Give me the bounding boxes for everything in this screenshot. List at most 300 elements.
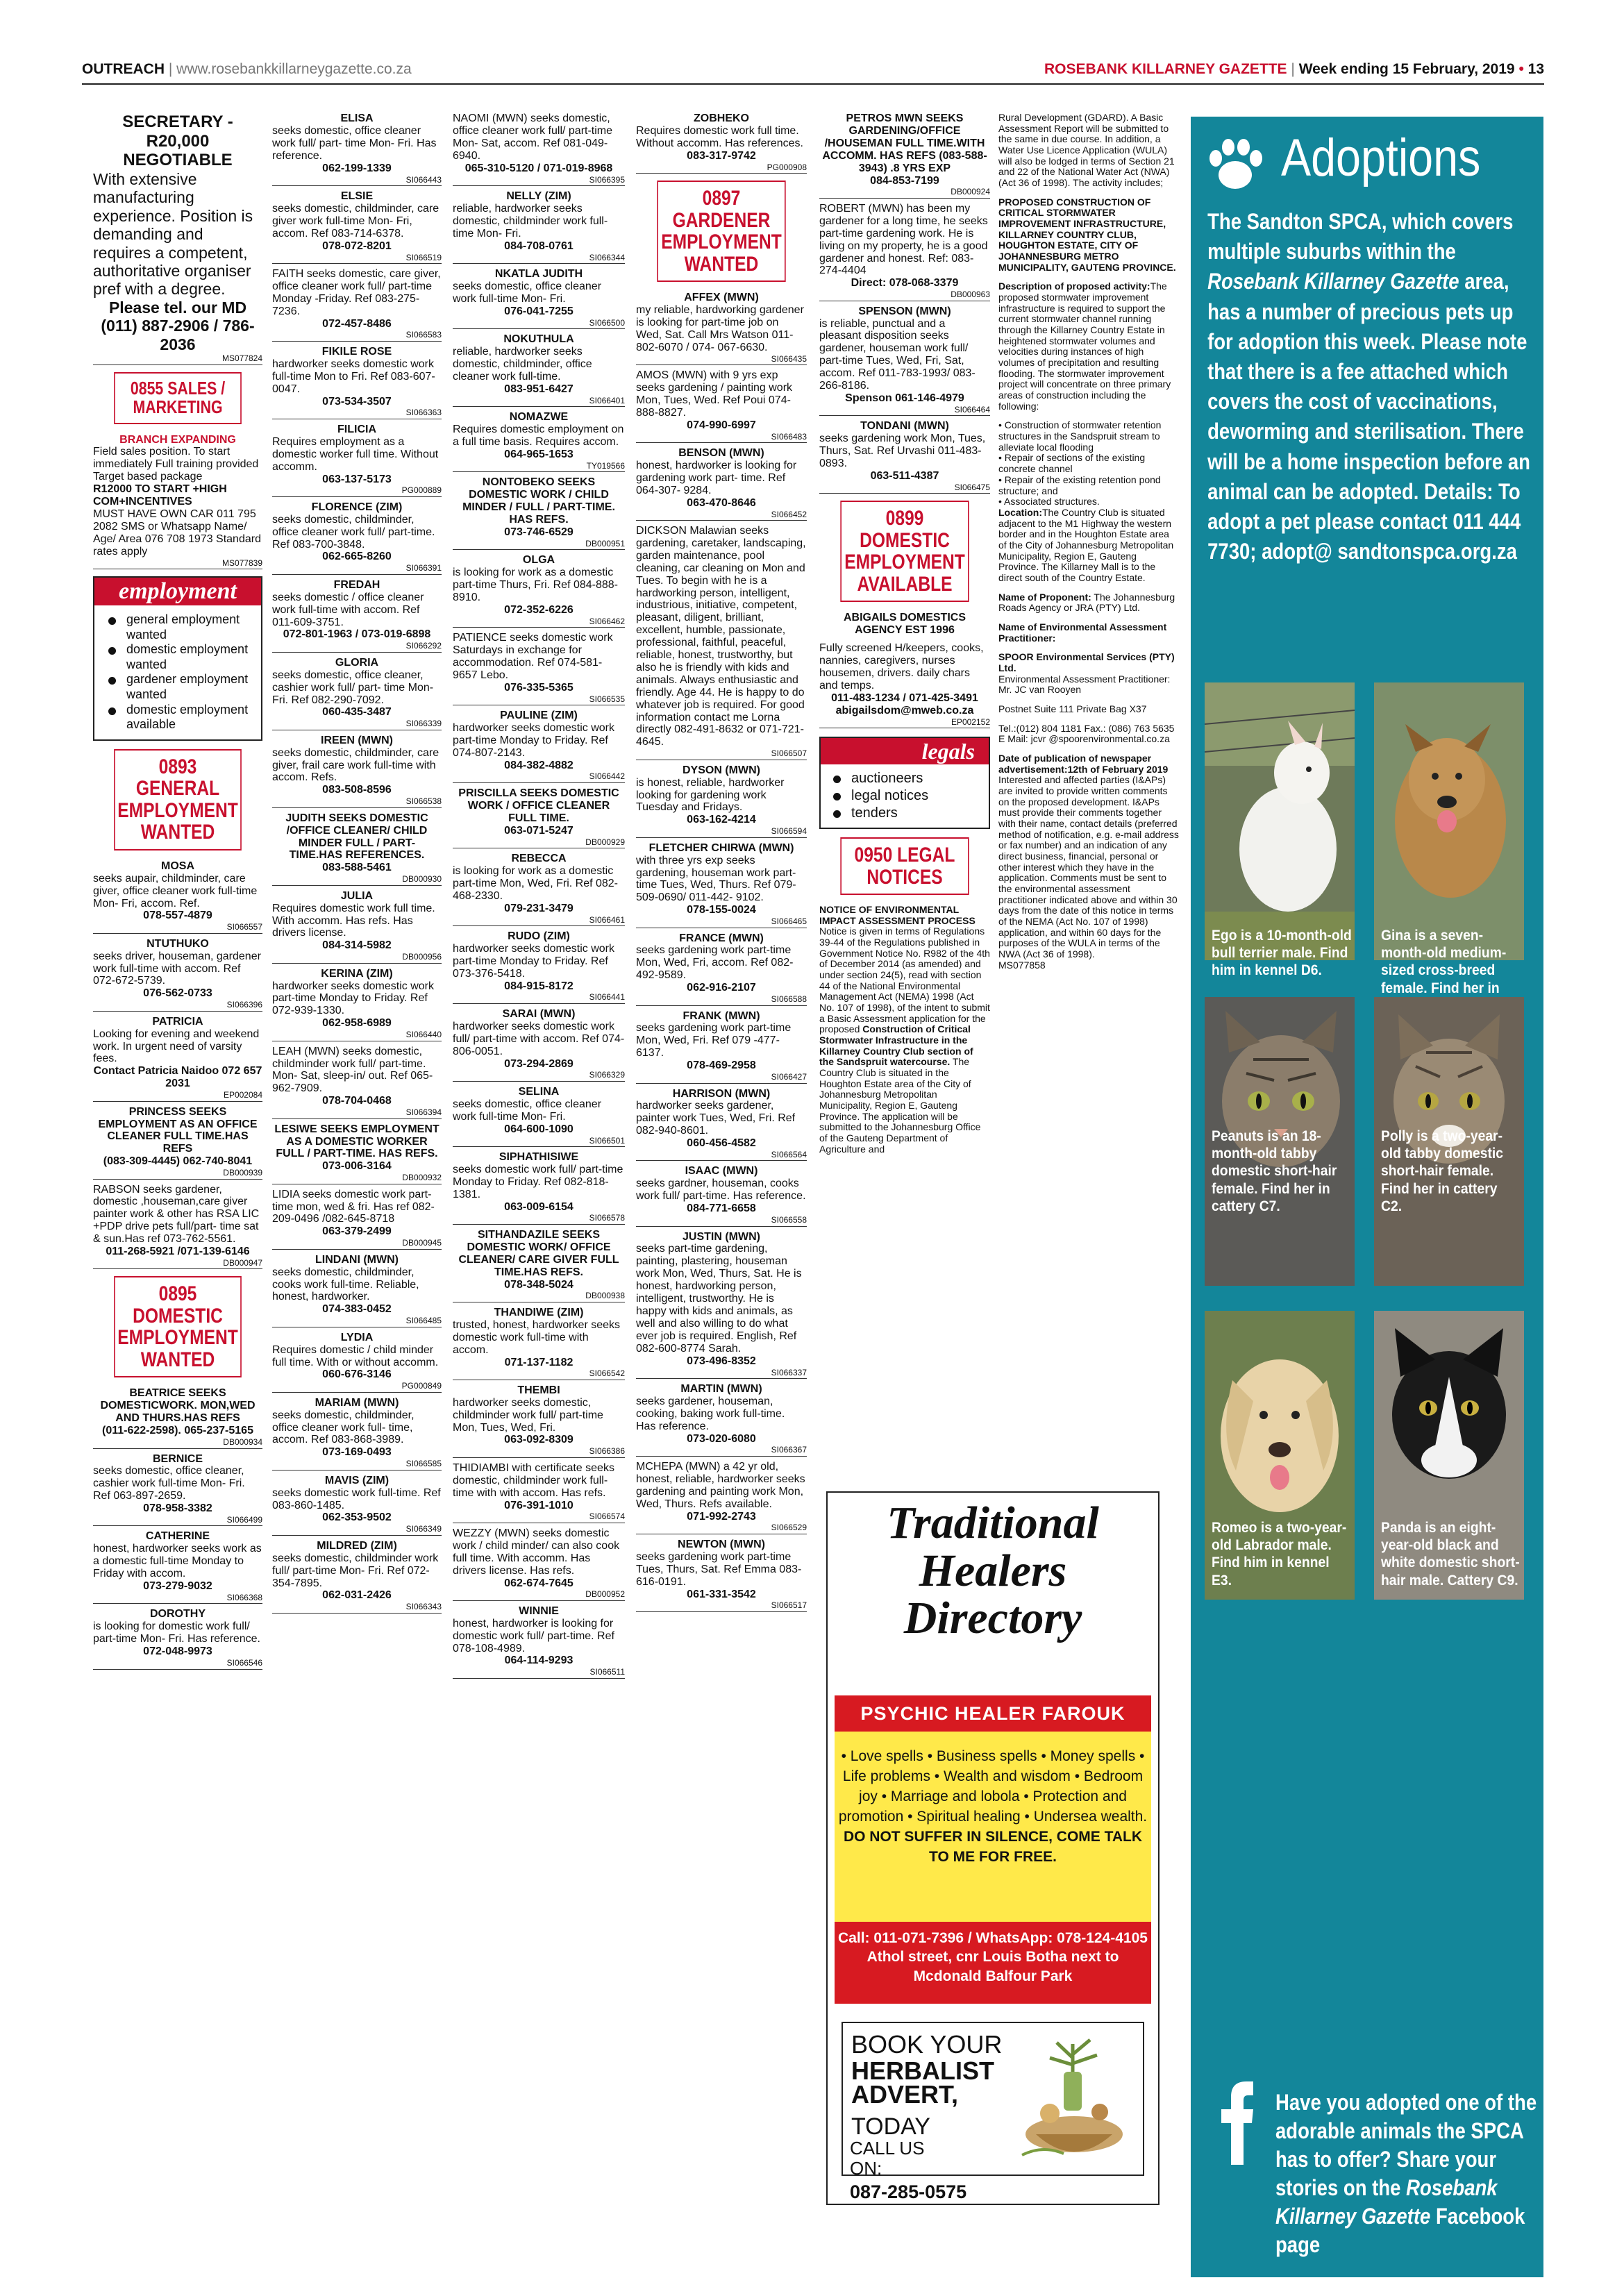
ad-body: seeks gardner, houseman, cooks work full/ part-time. Has reference.	[636, 1178, 806, 1203]
ad-reference: SI066442	[453, 772, 625, 782]
classified-ad	[272, 735, 442, 808]
ad-reference: SI066452	[636, 510, 807, 521]
book-advert-text-2	[851, 2081, 958, 2108]
classified-ad	[93, 1453, 262, 1527]
ad-reference: SI066427	[636, 1073, 807, 1083]
book-line: ADVERT,	[851, 2080, 959, 2109]
ad-phone: 062-199-1339	[322, 162, 392, 174]
ad-reference: SI066395	[453, 176, 625, 186]
ad-reference: SI066292	[272, 642, 442, 652]
ad-body: my reliable, hardworking gardener is looking for part-time job on Wed, Sat. Call Mrs Watson 011-802-6070 / 074- 067-6630.	[636, 303, 804, 353]
ad-name: ZOBHEKO	[694, 112, 749, 124]
ad-name: NONTOBEKO SEEKS DOMESTIC WORK / CHILD MINDER / FULL / PART-TIME. HAS REFS.	[462, 476, 615, 526]
ad-reference: SI066462	[453, 617, 625, 628]
category-box-0950: 0950 LEGAL NOTICES	[840, 837, 969, 895]
ad-reference: SI066435	[636, 355, 807, 365]
ad-body: FAITH seeks domestic, care giver, office cleaner work full/ part-time Monday -Friday. Ref 083-275-7236.	[272, 267, 441, 317]
ad-body: seeks domestic / office cleaner work full-time with accom. Ref 011-609-3751.	[272, 591, 424, 628]
ad-reference: SI066517	[636, 1601, 807, 1611]
header-bullet: •	[1518, 61, 1524, 77]
ad-reference: SI066349	[272, 1525, 442, 1535]
ad-reference: SI066363	[272, 408, 442, 419]
ad-reference: SI066368	[93, 1593, 262, 1604]
ad-body: seeks domestic, office cleaner work full-time Mon- Fri.	[453, 1098, 602, 1123]
ad-body: seeks domestic, office cleaner, cashier work full-time Mon- Fri. Ref 063-897-2659.	[93, 1465, 245, 1502]
ad-highlight: R12000 TO START +HIGH COM+INCENTIVES	[93, 483, 227, 508]
ad-name: JUDITH SEEKS DOMESTIC /OFFICE CLEANER/ CHILD MINDER FULL / PART-TIME.HAS REFERENCES.	[285, 812, 428, 862]
ad-body: hardworker seeks domestic work part-time Monday to Friday. Ref 074-807-2143.	[453, 721, 614, 759]
notice-text: Rural Development (GDARD). A Basic Assessment Report will be submitted to the same in due course. In addition, a Water Use Licence Application (WULA) will also be lodged in terms of Section 21 and 22 of the National Water Act (NWA) (Act 36 of 1998). The activity includes;	[998, 112, 1175, 189]
notice-title: NOTICE OF ENVIRONMENTAL IMPACT ASSESSMENT PROCESS	[819, 904, 976, 926]
classified-ad	[819, 305, 990, 417]
classified-ad	[636, 1088, 807, 1162]
ad-name: BENSON (MWN)	[678, 447, 764, 459]
ad-name: NELLY (ZIM)	[506, 190, 571, 202]
ad-phone: 011-483-1234 / 071-425-3491 abigailsdom@mweb.co.za	[831, 692, 978, 717]
legals-title: legals	[821, 738, 989, 764]
ads-list	[819, 112, 990, 494]
ad-body: Requires domestic work full time. Without accomm. Has references.	[636, 124, 803, 149]
ad-name: BEATRICE SEEKS DOMESTICWORK. MON,WED AND THURS.HAS REFS	[100, 1387, 256, 1425]
ads-list	[93, 1387, 262, 1669]
ad-body: seeks domestic work full-time. Ref 083-860-1485.	[272, 1486, 441, 1511]
classified-ad	[453, 1229, 625, 1302]
ad-phone: 076-391-1010	[504, 1499, 574, 1511]
ad-reference: SI066386	[453, 1447, 625, 1457]
ad-reference: DB000945	[272, 1239, 442, 1249]
ad-reference: SI066585	[272, 1459, 442, 1470]
classified-ad	[272, 812, 442, 886]
ad-name: THEMBI	[517, 1384, 560, 1396]
ad-body: is honest, reliable, hardworker looking for gardening work Tuesday and Fridays.	[636, 776, 785, 814]
ad-phone: 065-310-5120 / 071-019-8968	[464, 162, 613, 174]
ad-phone: 062-353-9502	[322, 1511, 392, 1524]
ad-reference: PG000908	[636, 163, 807, 174]
classified-ad	[272, 501, 442, 575]
facebook-icon[interactable]	[1219, 2075, 1253, 2165]
ad-name: TONDANI (MWN)	[860, 420, 949, 433]
employment-item: domestic employment wanted	[106, 642, 254, 672]
classified-ad	[453, 333, 625, 407]
paw-print-icon	[1200, 129, 1270, 199]
ad-reference: SI066564	[636, 1150, 807, 1161]
ad-name: PATRICIA	[152, 1015, 203, 1028]
ad-body: honest, hardworker is looking for gardening work part- time. Ref 064-307- 9284.	[636, 459, 797, 496]
classified-ad	[272, 579, 442, 653]
ad-phone: 084-708-0761	[504, 240, 574, 252]
ad-phone: 079-231-3479	[504, 902, 574, 914]
ads-list	[93, 860, 262, 1270]
pet-card-ego	[1205, 682, 1355, 979]
ad-name: FIKILE ROSE	[321, 345, 392, 358]
ad-phone: 062-031-2426	[322, 1589, 392, 1602]
ad-phone: 060-676-3146	[322, 1368, 392, 1381]
ad-body: LEAH (MWN) seeks domestic, childminder work full/ part-time. Mon- Sat, sleep-in/ out. Ref 065-962-7909.	[272, 1045, 433, 1095]
pet-caption: Romeo is a two-year-old Labrador male. Find him in kennel E3.	[1212, 1520, 1347, 1589]
ad-reference: SI066507	[636, 749, 807, 760]
ad-reference: SI066578	[453, 1214, 625, 1224]
ad-name: RUDO (ZIM)	[508, 930, 570, 942]
fb-text: Have you adopted one of the adorable animals the SPCA has to offer? Share your stories on the	[1275, 2090, 1537, 2200]
ad-body: Looking for evening and weekend work. In urgent need of varsity fees.	[93, 1028, 260, 1065]
ad-name: SITHANDAZILE SEEKS DOMESTIC WORK/ OFFICE CLEANER/ CARE GIVER FULL TIME.HAS REFS.	[458, 1228, 619, 1278]
traditional-healers-directory	[826, 1491, 1160, 2205]
ad-name: NKATLA JUDITH	[494, 267, 583, 280]
notice-bullet: • Construction of stormwater retention structures in the Sandspruit stream to alleviate local flooding	[998, 419, 1162, 453]
ad-name: ABIGAILS DOMESTICS AGENCY EST 1996	[843, 612, 966, 637]
employment-item: domestic employment available	[106, 703, 254, 732]
ad-body: hardworker seeks domestic, childminder work full/ part-time Mon, Tues, Wed, Fri.	[453, 1396, 603, 1434]
classified-ad	[636, 1165, 807, 1226]
ad-phone: 063-071-5247	[504, 824, 574, 837]
ad-reference: DB000932	[272, 1173, 442, 1184]
ad-reference: EP002152	[819, 718, 990, 728]
ad-reference: SI066329	[453, 1071, 625, 1081]
ad-name: NTUTHUKO	[147, 937, 209, 950]
ad-reference: SI066499	[93, 1516, 262, 1526]
classified-ad	[453, 554, 625, 628]
classified-ad	[453, 268, 625, 329]
ad-reference: SI066538	[272, 797, 442, 807]
ad-phone: 061-331-3542	[687, 1588, 756, 1600]
ad-reference: SI066391	[272, 564, 442, 574]
ad-body: hardworker seeks domestic work part-time Monday to Friday. Ref 072-939-1330.	[272, 980, 434, 1017]
ad-body: honest, hardworker is looking for domestic work full/ part-time. Ref 078-108-4989.	[453, 1617, 614, 1654]
classified-ad	[93, 860, 262, 934]
paper-name: ROSEBANK KILLARNEY GAZETTE	[1044, 61, 1287, 77]
ad-name: PRINCESS SEEKS EMPLOYMENT AS AN OFFICE CLEANER FULL TIME.HAS REFS	[98, 1105, 258, 1155]
practitioner-name: SPOOR Environmental Services (PTY) Ltd.	[998, 651, 1175, 673]
notice-label: Name of Proponent:	[998, 591, 1091, 603]
ad-reference: DB000947	[93, 1259, 262, 1269]
ad-phone: 063-470-8646	[687, 496, 756, 509]
ad-name: DYSON (MWN)	[683, 764, 760, 776]
ad-body: seeks domestic, childminder, care giver work full-time Mon- Fri, accom. Ref 083-714-6378.	[272, 202, 440, 240]
column-4	[636, 112, 807, 2279]
notice-text	[819, 926, 990, 1155]
ad-title: BRANCH EXPANDING	[119, 433, 236, 446]
ad-body: Field sales position. To start immediately Full training provided Target based package	[93, 446, 259, 483]
ad-body: THIDIAMBI with certificate seeks domestic, childminder work full- time with with accom. Has refs.	[453, 1461, 614, 1499]
classified-ad	[636, 1461, 807, 1534]
classified-ad	[636, 932, 807, 1006]
classified-ad	[272, 1046, 442, 1119]
classified-ad	[93, 1016, 262, 1102]
legals-list	[821, 764, 989, 828]
ad-phone: 063-511-4387	[870, 469, 939, 482]
ad-body: seeks domestic, childminder, care giver, frail care work full-time with accom. Refs.	[272, 746, 440, 784]
ad-phone: 078-072-8201	[322, 240, 392, 252]
classified-ad	[453, 632, 625, 705]
classified-ad	[272, 1254, 442, 1327]
ad-name: GLORIA	[335, 656, 379, 669]
ad-reference: SI066401	[453, 396, 625, 407]
ad-body: honest, hardworker seeks work as a domestic full-time Monday to Friday with accom.	[93, 1543, 262, 1580]
ad-name: LINDANI (MWN)	[315, 1253, 399, 1266]
ad-phone: 073-020-6080	[687, 1432, 756, 1445]
website-link[interactable]: www.rosebankkillarneygazette.co.za	[176, 61, 412, 77]
ad-name: FILICIA	[337, 423, 376, 435]
legals-index	[819, 737, 990, 829]
ad-phone: 073-534-3507	[322, 395, 392, 408]
ad-body: seeks part-time gardening, painting, plastering, houseman work Mon, Wed, Thurs, Sat. He is honest, hardworking person, intelligent, trustworthy. He is happy with kids and animals, as well and also willing to do what ever job is required. English, Ref 082-600-8774 Sarah.	[636, 1243, 802, 1355]
classified-ad	[453, 476, 625, 550]
pet-card-polly	[1374, 997, 1524, 1286]
category-box-0895: 0895 DOMESTIC EMPLOYMENT WANTED	[114, 1276, 242, 1377]
classified-ad	[636, 842, 807, 928]
ad-phone: 073-279-9032	[143, 1580, 212, 1593]
book-line: BOOK YOUR	[851, 2030, 1003, 2059]
classified-ad	[453, 930, 625, 1004]
ad-phone: 072-048-9973	[143, 1645, 212, 1658]
ad-phone: 064-965-1653	[504, 448, 574, 460]
ad-phone: 064-600-1090	[504, 1123, 574, 1135]
ad-phone: 076-335-5365	[504, 681, 574, 694]
ad-reference: SI066394	[272, 1108, 442, 1118]
legal-notice	[819, 905, 990, 1155]
ad-body: hardworker seeks domestic work part-time Monday to Friday. Ref 073-376-5418.	[453, 942, 614, 980]
ad-phone: 074-383-0452	[322, 1303, 392, 1316]
classified-ad	[636, 1231, 807, 1379]
ad-reference: MS077824	[93, 354, 262, 365]
page-number: 13	[1527, 61, 1544, 77]
ad-phone: 063-137-5173	[322, 473, 392, 485]
classified-ad	[272, 346, 442, 419]
classified-ad	[819, 420, 990, 494]
ad-reference: SI066485	[272, 1316, 442, 1327]
column-5	[819, 112, 990, 1487]
advert-phone[interactable]: 087-285-0575	[850, 2181, 967, 2202]
book-advert-text	[851, 2031, 1002, 2084]
ad-body: Requires domestic employment on a full time basis. Requires accom.	[453, 423, 624, 448]
ad-phone: (011-622-2598). 065-237-5165	[102, 1425, 253, 1437]
classified-ad	[636, 112, 807, 174]
classified-ad	[272, 190, 442, 264]
ad-name: PRISCILLA SEEKS DOMESTIC WORK / OFFICE CLEANER FULL TIME.	[458, 787, 619, 824]
ad-phone: 062-958-6989	[322, 1017, 392, 1030]
pet-caption: Gina is a seven-month-old medium-sized cross-breed female. Find her in	[1381, 928, 1507, 996]
ad-reference: SI066464	[819, 405, 990, 416]
ad-reference: DB000939	[93, 1168, 262, 1179]
pet-caption: Polly is a two-year-old tabby domestic short-hair female. Find her in cattery C2.	[1381, 1128, 1504, 1214]
ad-reference: SI066535	[453, 695, 625, 705]
ad-reference: SI066475	[819, 483, 990, 494]
ad-body: MCHEPA (MWN) a 42 yr old, honest, reliable, hardworker seeks gardening and painting work Mon, Wed, Thurs. Refs available.	[636, 1460, 805, 1510]
ad-reference: SI066529	[636, 1523, 807, 1534]
ad-name: ELSIE	[340, 190, 374, 202]
facebook-text	[1275, 2088, 1538, 2259]
call-us-label: CALL US ON:	[850, 2138, 925, 2179]
header-separator: |	[1291, 61, 1295, 77]
ad-name: PAULINE (ZIM)	[500, 709, 578, 721]
ad-phone: 063-009-6154	[504, 1200, 574, 1213]
ad-name: NOKUTHULA	[503, 333, 574, 345]
ad-name: WINNIE	[519, 1604, 559, 1617]
ad-reference: SI066441	[453, 993, 625, 1003]
ad-name: NOMAZWE	[509, 410, 569, 423]
ad-body: AMOS (MWN) with 9 yrs exp seeks gardening / painting work Mon, Tues, Wed. Ref Poui 074-888-8827.	[636, 369, 793, 419]
classified-ad	[819, 112, 990, 199]
ad-reference: SI066501	[453, 1137, 625, 1147]
ad-reference: DB000929	[453, 838, 625, 848]
notice-text-part: The Country Club is situated adjacent to the M1 Highway the western border and in the Houghton Estate area of the City of Johannesburg Metropolitan Municipality, Region E, Gauteng Province. The Killarney Mall is to the direct south of the Country Estate.	[998, 506, 1174, 583]
ad-reference: SI066583	[272, 330, 442, 341]
ad-reference: SI066558	[636, 1216, 807, 1226]
ad-phone: 078-469-2958	[687, 1059, 756, 1072]
book-line: HERBALIST	[851, 2056, 994, 2086]
employment-item: gardener employment wanted	[106, 672, 254, 702]
classified-ad	[272, 1189, 442, 1250]
ad-body: hardworker seeks domestic work full-time Mon to Fri. Ref 083-607-0047.	[272, 358, 435, 395]
notice-text-part: The Country Club is situated in the Houghton Estate area of the City of Johannesburg Metropolitan Municipality, Region E, Gauteng Province. The application will be submitted to the Johannesburg Office of the Gauteng Department of Agriculture and	[819, 1056, 981, 1155]
classified-ad	[272, 1332, 442, 1393]
ad-phone: 084-382-4882	[504, 759, 574, 771]
ad-reference: DB000924	[819, 187, 990, 198]
classified-ad	[93, 1530, 262, 1604]
ad-reference: TY019566	[453, 462, 625, 472]
ad-phone: 078-557-4879	[143, 910, 212, 922]
classified-ad	[636, 525, 807, 760]
pet-caption: Ego is a 10-month-old bull terrier male. Find him in kennel D6.	[1212, 928, 1352, 979]
ad-name: MILDRED (ZIM)	[317, 1539, 397, 1552]
pet-card-peanuts	[1205, 997, 1355, 1286]
ad-name: SARAI (MWN)	[502, 1007, 576, 1020]
ad-reference: SI066500	[453, 319, 625, 329]
adoptions-header	[1191, 117, 1543, 207]
ads-list	[453, 112, 625, 1679]
legals-item: tenders	[830, 805, 982, 822]
ad-name: JUSTIN (MWN)	[683, 1230, 760, 1243]
classified-ad	[636, 764, 807, 838]
ad-phone: 083-588-5461	[322, 862, 392, 874]
adoption-contact: Details: To adopt a pet please contact 011 444 7730; adopt@ sandtonspca.org.za	[1207, 478, 1521, 564]
notice-label: Name of Environmental Assessment Practitioner:	[998, 621, 1167, 644]
fb-paper-name: Rosebank Killarney Gazette	[1275, 2175, 1498, 2229]
ad-name: HARRISON (MWN)	[672, 1087, 771, 1100]
ad-body: PATIENCE seeks domestic work Saturdays in exchange for accommodation. Ref 074-581-9657 Lebo.	[453, 631, 613, 681]
intro-text: The Sandton SPCA, which covers multiple suburbs within the	[1207, 209, 1514, 265]
ad-body: trusted, honest, hardworker seeks domestic work full-time with accom.	[453, 1318, 621, 1356]
classified-ad	[453, 710, 625, 783]
classified-ad	[819, 203, 990, 301]
classified-ad	[453, 411, 625, 472]
header-separator: |	[168, 61, 173, 77]
services-warning: DO NOT SUFFER IN SILENCE, COME TALK TO ME FOR FREE.	[843, 1828, 1143, 1865]
adoptions-intro	[1191, 207, 1543, 567]
ad-body: WEZZY (MWN) seeks domestic work / child minder/ can also cook full time. With accomm. Has drivers license. Has refs.	[453, 1527, 620, 1577]
classified-ad	[272, 1123, 442, 1184]
employment-title: employment	[94, 578, 261, 605]
ad-reference: SI066483	[636, 433, 807, 443]
classified-ad	[272, 424, 442, 497]
notice-bullet: • Associated structures.	[998, 496, 1100, 508]
header-left	[82, 57, 412, 82]
ad-reference: DB000963	[819, 290, 990, 301]
ad-name: ISAAC (MWN)	[685, 1165, 758, 1178]
ad-name: FLETCHER CHIRWA (MWN)	[648, 841, 794, 854]
ad-reference: SI066574	[453, 1512, 625, 1523]
ad-phone: 083-951-6427	[504, 383, 574, 395]
ads-list	[636, 292, 807, 1612]
ad-phone: 071-137-1182	[504, 1356, 574, 1368]
employment-list	[94, 605, 261, 739]
category-box-0897: 0897 GARDENER EMPLOYMENT WANTED	[657, 181, 785, 282]
ad-name: REBECCA	[511, 852, 567, 864]
ad-phone: 084-771-6658	[687, 1203, 756, 1215]
ad-reference: SI066396	[93, 1000, 262, 1011]
ad-body: Requires domestic / child minder full time. With or without accomm.	[272, 1343, 439, 1368]
ad-body: ROBERT (MWN) has been my gardener for a long time, he seeks part-time gardening work. He is living on my property, he is a good gardener and honest. Ref: 083- 274-4404	[819, 202, 988, 277]
ad-body: DICKSON Malawian seeks gardening, caretaker, landscaping, garden maintenance, pool cleaning, car cleaning on Mon and Tues. To begin with he is a hardworking person, intelligent, industrious, initiative, competent, pleasant, diligent, brilliant, excellent, humble, passionate, professional, faithful, peaceful, reliable, honest, trustworthy, but also he is friendly with kids and animals. Always enthusiastic and friendly. Age 44. He is happy to do whatever job is required. For good information contact me Lorna directly 082-491-8632 or 071-721-4645.	[636, 524, 806, 748]
adoptions-panel	[1191, 117, 1543, 2277]
ad-phone: 072-457-8486	[322, 317, 392, 330]
notice-label: Location:	[998, 506, 1042, 518]
ad-reference: PG000849	[272, 1382, 442, 1392]
ad-body: seeks domestic, childminder, office cleaner work full/ part-time. Ref 083-700-3848.	[272, 513, 435, 551]
fb-text: Facebook page	[1275, 2203, 1525, 2257]
column-6	[998, 112, 1179, 1473]
classified-ad	[453, 1462, 625, 1523]
notice-description	[998, 281, 1179, 412]
ad-body-2: MUST HAVE OWN CAR 011 795 2082 SMS or Whatsapp Name/ Age/ Area 076 708 1973 Standard rates apply	[93, 508, 261, 558]
classified-ad	[453, 1527, 625, 1601]
category-box-0855: 0855 SALES / MARKETING	[114, 372, 242, 424]
ad-name: LYDIA	[340, 1331, 374, 1343]
ad-reference: DB000956	[272, 953, 442, 963]
classified-ad	[453, 1008, 625, 1082]
classified-ad	[636, 1383, 807, 1457]
ad-phone: 073-746-6529	[504, 526, 574, 538]
ad-body: seeks domestic, childminder, cooks work full-time. Reliable, honest, hardworker.	[272, 1266, 419, 1303]
legals-item: auctioneers	[830, 770, 982, 787]
ad-body: is reliable, punctual and a pleasant disposition seeks gardener, houseman work full/ part-time Tues, Wed, Fri, Sat, accom. Ref 011-783-1993/ 083-266-8186.	[819, 317, 976, 392]
notice-location	[998, 508, 1179, 584]
classified-ad	[93, 1106, 262, 1180]
ad-phone: Spenson 061-146-4979	[845, 392, 964, 404]
classified-ad	[453, 1307, 625, 1380]
ad-body: is looking for domestic work full/ part-time Mon- Fri. Has reference.	[93, 1620, 260, 1645]
pet-caption: Panda is an eight-year-old black and white domestic short-hair male. Cattery C9.	[1381, 1520, 1520, 1589]
ad-body: seeks gardening work part-time Mon, Wed, Fri. Ref 079 -477-6137.	[636, 1022, 792, 1059]
ad-body: is looking for work as a domestic part-time Mon, Wed, Fri. Ref 082-468-2330.	[453, 864, 618, 902]
ad-body: is looking for work as a domestic part-time Thurs, Fri. Ref 084-888-8910.	[453, 566, 619, 603]
ad-name: LESIWE SEEKS EMPLOYMENT AS A DOMESTIC WORKER FULL / PART-TIME. HAS REFS.	[274, 1123, 440, 1160]
ad-reference: SI066588	[636, 995, 807, 1005]
ad-phone: 083-317-9742	[687, 149, 756, 162]
classified-ad	[272, 1475, 442, 1536]
ad-phone: 084-314-5982	[322, 939, 392, 952]
employment-item: general employment wanted	[106, 612, 254, 642]
ad-phone: 084-853-7199	[870, 174, 939, 187]
classified-ad	[272, 1397, 442, 1470]
ad-body: RABSON seeks gardener, domestic ,houseman,care giver painter work & other has RSA LIC +PDP drive pets full/part- time sat & sun.Has ref 073-762-5561.	[93, 1183, 260, 1246]
notice-text-part: The proposed stormwater improvement infrastructure is required to support the current stormwater channel running through the Killarney Country Estate in heightened stormwater volumes and velocities during instances of high volumes of precipitation and resulting flooding. The stormwater improvement project will concentrate on three primary areas of construction including the following:	[998, 280, 1171, 412]
ad-body: reliable, hardworker seeks domestic, childminder, office cleaner work full-time.	[453, 345, 592, 383]
classified-ad	[453, 1605, 625, 1679]
ad-name: ELISA	[340, 112, 374, 124]
ad-phone: 062-916-2107	[687, 982, 756, 994]
ad-name: FRANCE (MWN)	[679, 932, 764, 944]
ad-phone: 076-041-7255	[504, 305, 574, 317]
ad-name: PETROS MWN SEEKS GARDENING/OFFICE /HOUSEMAN FULL TIME.WITH ACCOMM. HAS REFS (083-588-3943) .8 YRS EXP	[822, 112, 987, 174]
ad-phone: (083-309-4445) 062-740-8041	[103, 1155, 253, 1168]
ad-reference: SI066337	[636, 1368, 807, 1379]
classified-ad	[636, 369, 807, 443]
classified-ad	[93, 938, 262, 1012]
ad-name: OLGA	[522, 554, 555, 566]
classified-ad	[636, 1539, 807, 1612]
ad-phone: 060-456-4582	[687, 1137, 756, 1150]
